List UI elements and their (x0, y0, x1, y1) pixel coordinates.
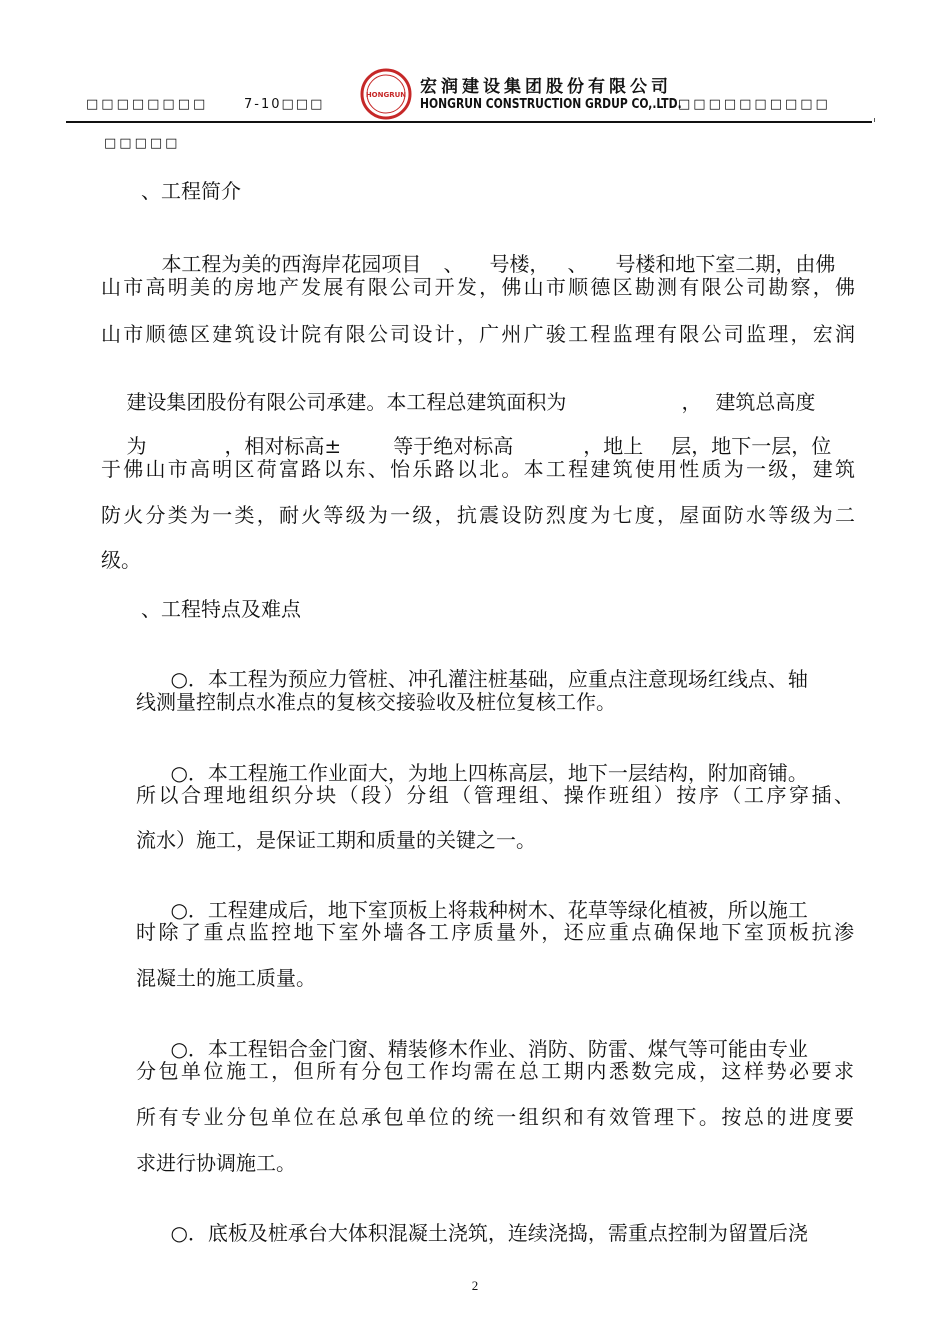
list-item-line (145, 1197, 855, 1269)
header-right-text: □□□□□□□□□□ (678, 97, 831, 112)
bullet-circle-icon: ○ (170, 1037, 188, 1061)
text-segment: 、 (567, 252, 588, 276)
list-item-line: 所有专业分包单位在总承包单位的统一组织和有效管理下。按总的进度要 (136, 1105, 854, 1129)
bullet-circle-icon: ○ (170, 761, 188, 785)
list-item-line: 时除了重点监控地下室外墙各工序质量外，还应重点确保地下室顶板抗渗 (136, 920, 854, 944)
company-name-english: HONGRUN CONSTRUCTION GRDUP CO,.LTD. (420, 97, 682, 112)
paragraph-line: 山市高明美的房地产发展有限公司开发，佛山市顺德区勘测有限公司勘察，佛 (101, 275, 855, 299)
text-segment: ．本工程铝合金门窗、精装修木作业、消防、防雷、煤气等可能由专业 (187, 1037, 808, 1061)
list-item-line: 所以合理地组织分块（段）分组（管理组、操作班组）按序（工序穿插、 (136, 783, 854, 807)
header-middle-text: 7-10□□□ (244, 97, 325, 112)
text-segment: 层，地下一层，位 (671, 434, 832, 458)
text-segment: ．本工程为预应力管桩、冲孔灌注桩基础，应重点注意现场红线点、轴 (187, 667, 808, 691)
list-item-line: 线测量控制点水准点的复核交接验收及桩位复核工作。 (136, 690, 616, 714)
section-heading-overview: 、工程简介 (141, 179, 241, 203)
page-number: 2 (471, 1278, 479, 1293)
paragraph-line: 级。 (101, 548, 141, 572)
bullet-circle-icon: ○ (170, 898, 188, 922)
section-heading-features: 、工程特点及难点 (141, 597, 301, 621)
paragraph-line: 山市顺德区建筑设计院有限公司设计，广州广骏工程监理有限公司监理，宏润 (101, 322, 855, 346)
text-segment: 等于绝对标高 (393, 434, 514, 458)
bullet-circle-icon: ○ (170, 667, 188, 691)
text-segment: 建筑总高度 (715, 390, 816, 414)
text-segment: ，相对标高± (224, 434, 342, 458)
continued-header-text: □□□□□ (104, 136, 181, 151)
bullet-circle-icon: ○ (170, 1221, 188, 1245)
header-left-text: □□□□□□□□ (86, 97, 209, 112)
text-segment: ．工程建成后，地下室顶板上将栽种树木、花草等绿化植被，所以施工 (187, 898, 808, 922)
paragraph-line: 于佛山市高明区荷富路以东、怡乐路以北。本工程建筑使用性质为一级，建筑 (101, 457, 855, 481)
text-segment: 号楼， (489, 252, 550, 276)
text-segment: ．底板及桩承台大体积混凝土浇筑，连续浇捣，需重点控制为留置后浇 (187, 1221, 808, 1245)
list-item-line: 求进行协调施工。 (136, 1151, 296, 1175)
text-segment: ， (681, 390, 702, 414)
text-segment: 建设集团股份有限公司承建。本工程总建筑面积为 (126, 390, 567, 414)
text-segment: ．本工程施工作业面大，为地上四栋高层，地下一层结构，附加商铺。 (187, 761, 808, 785)
list-item-line: 流水）施工，是保证工期和质量的关键之一。 (136, 828, 536, 852)
company-logo-icon (360, 68, 412, 120)
text-segment: ，地上 (583, 434, 644, 458)
list-item-line: 混凝土的施工质量。 (136, 966, 316, 990)
header-divider-tick (874, 118, 875, 122)
company-name-chinese: 宏润建设集团股份有限公司 (420, 77, 672, 97)
list-item-line: 分包单位施工，但所有分包工作均需在总工期内悉数完成，这样势必要求 (136, 1059, 854, 1083)
header-divider (66, 121, 872, 123)
text-segment: 、 (443, 252, 464, 276)
logo-text: HONGRUN (365, 91, 407, 99)
text-segment: 本工程为美的西海岸花园项目 (161, 252, 422, 276)
text-segment: 号楼和地下室二期，由佛 (615, 252, 836, 276)
text-segment: 为 (126, 434, 147, 458)
paragraph-line: 防火分类为一类，耐火等级为一级，抗震设防烈度为七度，屋面防水等级为二 (101, 503, 855, 527)
